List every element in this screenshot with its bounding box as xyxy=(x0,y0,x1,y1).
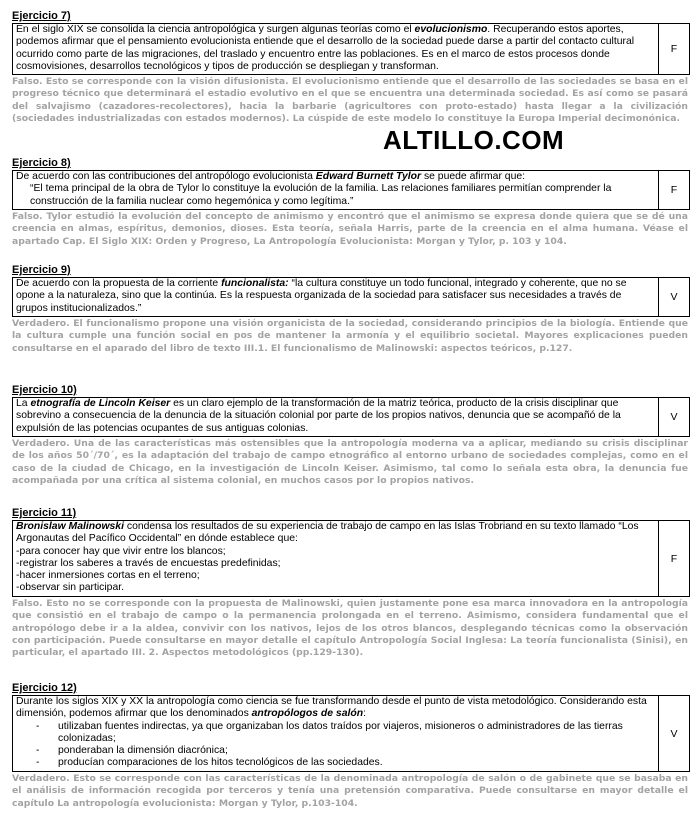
list-item: -para conocer hay que vivir entre los blancos; xyxy=(16,545,226,557)
list-item: -hacer inmersiones cortas en el terreno; xyxy=(16,570,200,582)
exercise-title: Ejercicio 7) xyxy=(12,10,71,22)
question-text: Durante los siglos XIX y XX la antropología como ciencia se fue transformando desde el punto de vista metodológico. Considerando esta dimensión, podemos afirmar que los denominados antropólogos de salón: - utilizaban fuentes indirectas, ya que organizaban los datos traídos por viajeros, misioneros o administradores de las tierras colonizadas; - ponderaban la dimensión diacrónica; - producían comparaciones de los hitos tecnológicos de las sociedades. xyxy=(13,696,659,771)
exercise-8 xyxy=(12,157,690,248)
exercise-12 xyxy=(12,682,690,810)
question-box xyxy=(12,520,690,597)
answer-cell: V xyxy=(670,727,678,740)
answer-cell: F xyxy=(670,43,678,55)
list-item: -registrar los saberes a través de encuestas predefinidas; xyxy=(16,557,281,569)
answer-cell: F xyxy=(670,184,678,196)
answer-explanation: Verdadero. Una de las características más ostensibles que la antropología moderna va a aplicar, mediando su crisis disciplinar de los años 50´/70´, es la adaptación del trabajo de campo etnográfico al entorno urbano de sociedades complejas, como en el caso de la ciudad de Chicago, en la investigación de Lincoln Keiser. Asimismo, tal como lo señala esta obra, la denuncia fue acompañada por una crítica al sistema colonial, en muchos casos por lo propios nativos. xyxy=(12,438,688,486)
question-box xyxy=(12,23,690,75)
answer-explanation: Verdadero. El funcionalismo propone una visión organicista de la sociedad, considerando principios de la biología. Entiende que la cultura cumple una función social en pos de mantener la armonía y el equilibrio societal. Mayores explicaciones pueden consultarse en el aparado del libro de texto III.1. El funcionalismo de Malinowski: aspectos teóricos, p.127. xyxy=(12,318,688,354)
exercise-title: Ejercicio 8) xyxy=(12,157,71,169)
exercise-9 xyxy=(12,264,690,355)
exercise-title: Ejercicio 12) xyxy=(12,682,77,694)
answer-explanation: Falso. Tylor estudió la evolución del concepto de animismo y encontró que el animismo se expresa donde quiera que se dé una creencia en almas, espíritus, demonios, dioses. Esta teoría, señala Harris, parte de la creencia en el alma humana. Véase el apartado Cap. El Siglo XIX: Orden y Progreso, La Antropología Evolucionista: Morgan y Tylor, p. 103 y 104. xyxy=(12,211,688,247)
answer-explanation: Falso. Esto se corresponde con la visión difusionista. El evolucionismo entiende que el desarrollo de las sociedades se basa en el progreso técnico que determinará el estadio evolutivo en el que se encuentra una determinada sociedad. Es así como se pasará del salvajismo (cazadores-recolectores), hacia la barbarie (agricultores con proto-estado) hasta llegar a la civilización (sociedades industrializadas con estados modernos). La cúspide de este modelo lo constituye la Europa Imperial decimonónica. xyxy=(12,76,688,124)
exercise-7 xyxy=(12,10,690,125)
list-item: - ponderaban la dimensión diacrónica; xyxy=(16,745,655,757)
list-item: - utilizaban fuentes indirectas, ya que organizaban los datos traídos por viajeros, misioneros o administradores de las tierras colonizadas; xyxy=(16,721,655,746)
question-text: Bronislaw Malinowski condensa los resultados de su experiencia de trabajo de campo en las Islas Trobriand en su texto llamado “Los Argonautas del Pacífico Occidental” en dónde establece que: -para conocer hay que vivir entre los blancos; -registrar los saberes a través de encuestas predefinidas; -hacer inmersiones cortas en el terreno; -observar sin participar. xyxy=(13,521,659,596)
list-item: -observar sin participar. xyxy=(16,582,124,594)
answer-cell: F xyxy=(670,552,678,565)
exercise-11 xyxy=(12,507,690,659)
answer-cell: V xyxy=(670,291,678,303)
question-box xyxy=(12,695,690,772)
exercise-title: Ejercicio 10) xyxy=(12,384,77,396)
question-box xyxy=(12,277,690,317)
exercise-10 xyxy=(12,384,690,487)
question-text: De acuerdo con las contribuciones del antropólogo evolucionista Edward Burnett Tylor se puede afirmar que: “El tema principal de la obra de Tylor lo constituye la evolución de la familia. Las relaciones familiares permitían comprender la construcción de la familia nuclear como hegemónica y como legítima.” xyxy=(13,171,659,209)
question-quote: “El tema principal de la obra de Tylor lo constituye la evolución de la familia. Las relaciones familiares permitían comprender la construcción de la familia nuclear como hegemónica y como legítima.” xyxy=(30,183,612,207)
question-box xyxy=(12,397,690,437)
answer-explanation: Verdadero. Esto se corresponde con las características de la denominada antropología de salón o de gabinete que se basaba en el análisis de información recogida por terceros y tenía una pretensión comparativa. Puede consultarse en mayor detalle el capítulo La antropología evolucionista: Morgan y Tylor, p.103-104. xyxy=(12,773,688,809)
answer-cell: V xyxy=(670,411,678,423)
exercise-title: Ejercicio 9) xyxy=(12,264,71,276)
exercise-title: Ejercicio 11) xyxy=(12,507,77,519)
watermark-logo: ALTILLO.COM xyxy=(383,125,565,155)
question-text: De acuerdo con la propuesta de la corriente funcionalista: “la cultura constituye un todo funcional, integrado y coherente, que no se opone a la naturaleza, sino que la continúa. Es la respuesta organizada de la sociedad para satisfacer sus necesidades a través de grupos institucionalizados.” xyxy=(13,278,659,316)
question-text: En el siglo XIX se consolida la ciencia antropológica y surgen algunas teorías como el evolucionismo. Recuperando estos aportes, podemos afirmar que el pensamiento evolucionista entiende que el desarrollo de la sociedad puede darse a partir del contacto cultural ocurrido como parte de las migraciones, del traslado y encuentro entre las poblaciones. Es en el marco de estos procesos donde cosmovisiones, desarrollos tecnológicos y tipos de producción se despliegan y transforman. xyxy=(13,24,659,74)
question-box xyxy=(12,170,690,210)
list-item: - producían comparaciones de los hitos tecnológicos de las sociedades. xyxy=(16,757,655,769)
question-text: La etnografía de Lincoln Keiser es un claro ejemplo de la transformación de la matriz teórica, producto de la crisis disciplinar que sobrevino a consecuencia de la denuncia de la situación colonial por parte de los propios nativos, denuncia que se acompañó de la expulsión de las potencias ocupantes de sus antiguas colonias. xyxy=(13,398,659,436)
answer-explanation: Falso. Esto no se corresponde con la propuesta de Malinowski, quien justamente pone esa marca innovadora en la antropología que consistió en el trabajo de campo o la permanencia prolongada en el terreno. Asimismo, considera fundamental que el antropólogo debe ir a la aldea, convivir con los nativos, lejos de los otros blancos, desplegando técnicas como la observación con participación. Puede consultarse en mayor detalle el capítulo Antropología Social Inglesa: La teoría funcionalista (Sinisi), en particular, el apartado III. 2. Aspectos metodológicos (pp.129-130). xyxy=(12,598,688,659)
question-list xyxy=(16,721,655,770)
